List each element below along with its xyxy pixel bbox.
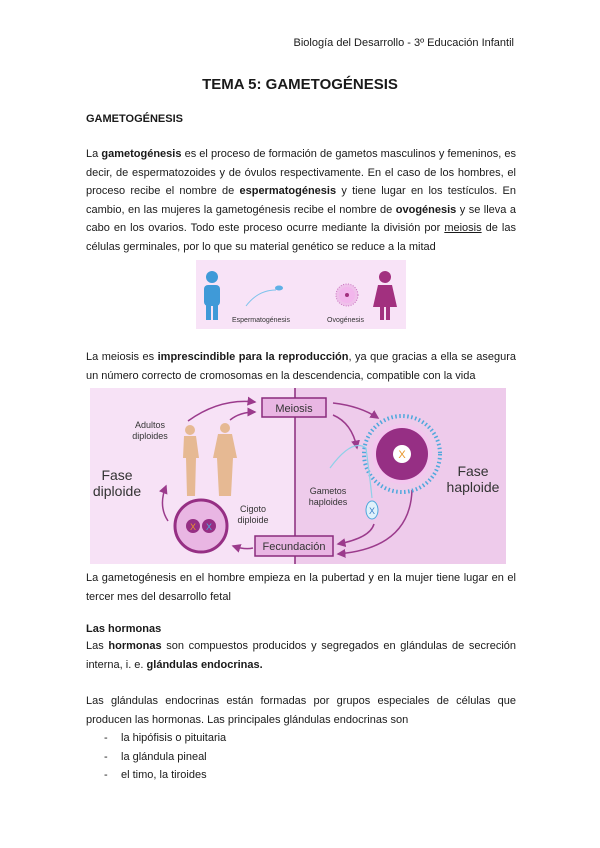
paragraph-gametogenesis: La gametogénesis es el proceso de formación de gametos masculinos y femeninos, es decir, de espermatozoides y de óvulos respectivamente. En el caso de los hombres, el proceso recibe el nombre de espermatogénesis y tiene lugar en los testículos. En cambio, en las mujeres la gametogénesis recibe el nombre de ovogénesis y se lleva a cabo en los ovarios. Todo este proceso ocurre mediante la división por meiosis de las células germinales, por lo que su material genético se reduce a la mitad [86, 148, 516, 253]
paragraph-hormonas: Las hormonas son compuestos producidos y segregados en glándulas de secreción interna, i. e. glándulas endocrinas. [86, 640, 516, 671]
section-heading: GAMETOGÉNESIS [86, 113, 183, 125]
svg-text:X: X [205, 522, 213, 532]
ovum-icon [336, 284, 358, 306]
list-item: - la glándula pineal [104, 750, 207, 763]
fecundacion-box [255, 536, 333, 556]
gland-list [104, 729, 226, 785]
list-item: - la hipófisis o pituitaria [104, 732, 227, 744]
label-fase-haploide: Fase [457, 463, 489, 479]
section-heading-hormonas: Las hormonas [86, 623, 162, 635]
page-title: TEMA 5: GAMETOGÉNESIS [202, 76, 398, 93]
paragraph-meiosis: La meiosis es imprescindible para la reproducción, ya que gracias a ella se asegura un número correcto de cromosomas en la descendencia, compatible con la vida [86, 351, 516, 382]
list-item: - el timo, la tiroides [104, 769, 207, 781]
label-ovogenesis: Ovogénesis [327, 317, 364, 324]
svg-text:X: X [398, 449, 406, 461]
label-espermatogenesis: Espermatogénesis [232, 317, 290, 324]
svg-text:X: X [189, 522, 197, 532]
label-fase-haploide-2: haploide [446, 479, 500, 495]
label-cigoto-diploide: diploide [237, 515, 269, 525]
label-cigoto: Cigoto [239, 504, 267, 514]
paragraph-glandulas: Las glándulas endocrinas están formadas por grupos especiales de células que producen las hormonas. Las principales glándulas endocrinas son [86, 695, 516, 726]
svg-text:X: X [368, 506, 376, 516]
page-header: Biología del Desarrollo - 3º Educación Infantil [293, 37, 514, 49]
label-meiosis: Meiosis [275, 403, 313, 415]
zygote-icon [175, 500, 227, 552]
figure-spermatogenesis-ovogenesis [196, 260, 406, 329]
label-diploides: diploides [132, 431, 168, 441]
label-fase-diploide: Fase [101, 467, 133, 483]
figure-life-cycle [90, 388, 506, 564]
label-haploides: haploides [308, 497, 348, 507]
paragraph-gametogenesis-timing: La gametogénesis en el hombre empieza en la pubertad y en la mujer tiene lugar en el tercer mes del desarrollo fetal [86, 572, 516, 603]
label-fecundacion: Fecundación [262, 541, 326, 553]
label-gametos: Gametos [309, 486, 347, 496]
label-fase-diploide-2: diploide [92, 483, 142, 499]
label-adultos: Adultos [134, 420, 166, 430]
meiosis-box [262, 398, 326, 417]
